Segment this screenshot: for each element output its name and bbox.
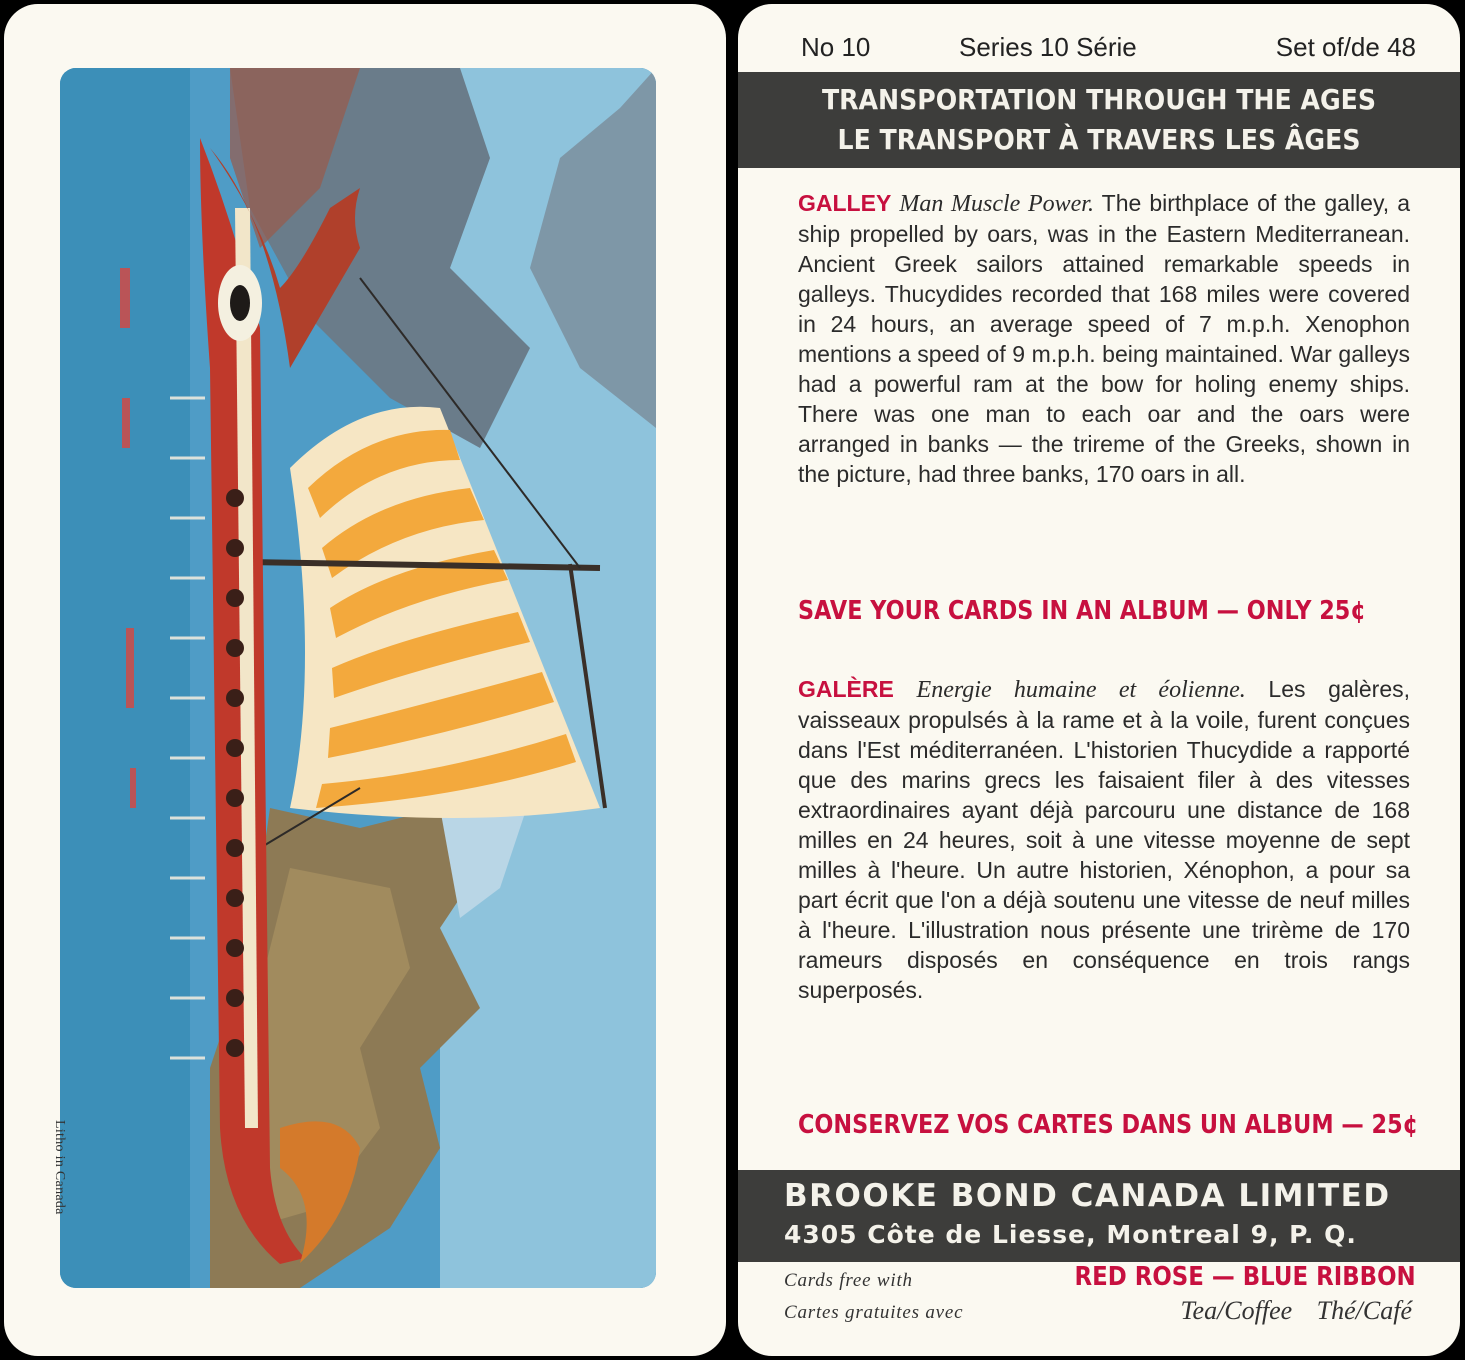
album-promo-fr: CONSERVEZ VOS CARTES DANS UN ALBUM — 25¢ <box>798 1110 1419 1140</box>
cards-free-en: Cards free with <box>784 1270 913 1291</box>
company-address: 4305 Côte de Liesse, Montreal 9, P. Q. <box>784 1220 1357 1249</box>
galley-picture <box>60 68 656 1288</box>
french-heading: GALÈRE <box>798 676 894 702</box>
french-description <box>798 674 1410 1005</box>
card-back <box>738 4 1460 1356</box>
english-body: The birthplace of the galley, a ship propelled by oars, was in the Eastern Mediterranean. Ancient Greek sailors attained remarkable speeds in galleys. Thucydides recorded that 168 miles were covered in 24 hours, an average speed of 7 m.p.h. Xenophon mentions a speed of 9 m.p.h. being maintained. War galleys had a powerful ram at the bow for holing enemy ships. There was one man to each oar and the oars were arranged in banks — the trireme of the Greeks, shown in the picture, had three banks, 170 oars in all. <box>798 190 1411 487</box>
card-set-size: Set of/de 48 <box>1275 32 1416 62</box>
product-types: Tea/Coffee Thé/Café <box>1180 1296 1412 1325</box>
company-bar <box>738 1170 1460 1262</box>
cards-free-fr: Cartes gratuites avec <box>784 1302 964 1323</box>
card-header-line <box>738 32 1460 70</box>
english-heading: GALLEY <box>798 190 892 216</box>
series-title-bar <box>738 72 1460 168</box>
series-title-en: TRANSPORTATION THROUGH THE AGES <box>821 83 1377 116</box>
french-body: Les galères, vaisseaux propulsés à la rame et à la voile, furent conçues dans l'Est méditerranéen. L'historien Thucydide a rapporté que des marins grecs les faisaient filer à des vitesses extraordinaires ayant déjà parcouru une distance de 168 milles en 24 heures, soit à une vitesse moyenne de sept milles à l'heure. Un autre historien, Xénophon, a pour sa part écrit que l'on a déjà soutenu une vitesse de neuf milles à l'heure. L'illustration nous présente une trirème de 170 rameurs disposés en conséquence en trois rangs superposés. <box>798 676 1411 1003</box>
album-promo-en: SAVE YOUR CARDS IN AN ALBUM — ONLY 25¢ <box>798 596 1366 626</box>
company-name: BROOKE BOND CANADA LIMITED <box>784 1178 1391 1214</box>
card-number: No 10 <box>801 32 871 62</box>
litho-note: Litho in Canada <box>52 1120 67 1215</box>
card-front <box>4 4 726 1356</box>
series-title-fr: LE TRANSPORT À TRAVERS LES ÂGES <box>837 123 1361 156</box>
trireme-galley-illustration <box>60 68 656 1288</box>
brand-names: RED ROSE — BLUE RIBBON <box>1074 1262 1416 1292</box>
english-subtitle: Man Muscle Power. <box>899 191 1094 217</box>
card-series: Series 10 Série <box>959 32 1137 62</box>
french-subtitle: Energie humaine et éolienne. <box>916 677 1246 703</box>
english-description <box>798 188 1410 489</box>
